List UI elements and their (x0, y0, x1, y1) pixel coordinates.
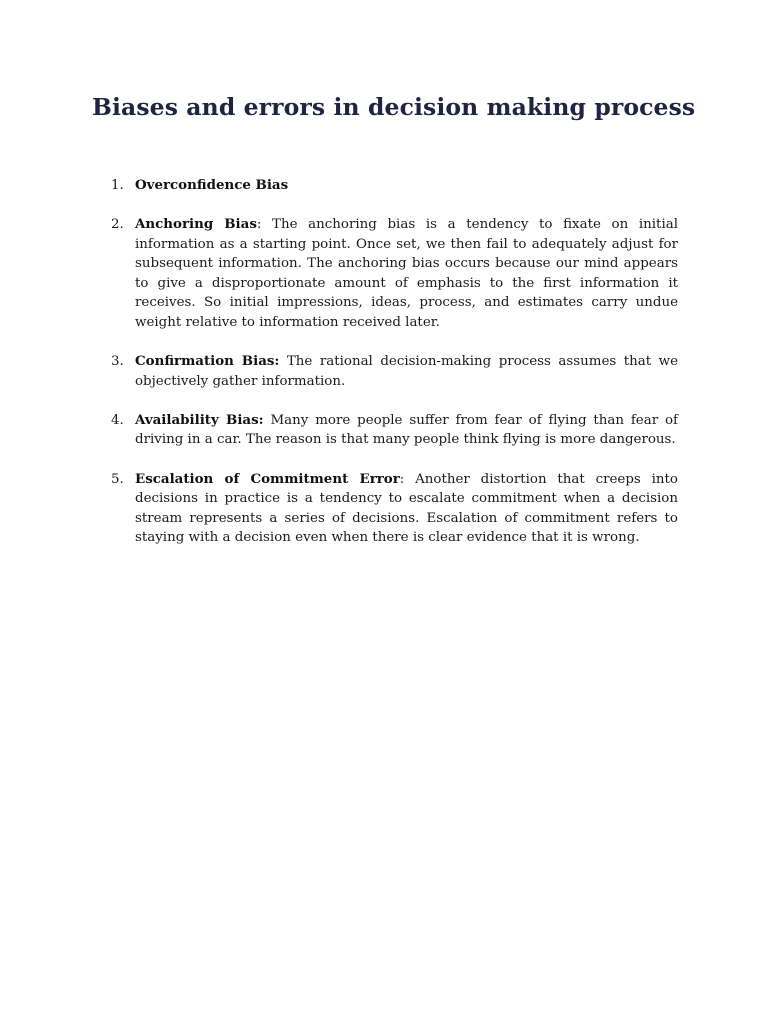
list-item-number: 5. (111, 471, 124, 487)
list-item-text: The rational decision-making process assumes that we objectively gather information. (135, 354, 678, 389)
document-title: Biases and errors in decision making process (92, 93, 696, 121)
list-item-number: 4. (111, 412, 124, 428)
list-item-term: Confirmation Bias: (135, 353, 280, 370)
list-item-anchoring-bias (111, 215, 678, 333)
list-item-separator (279, 354, 287, 369)
list-item-separator: : (399, 471, 416, 487)
list-item-number: 1. (111, 178, 124, 193)
list-item-separator: : (256, 217, 273, 233)
list-item-term: Overconfidence Bias (135, 177, 289, 193)
list-item-text: Another distortion that creeps into decisions in practice is a tendency to escalate commitment when a decision stream represents a series of decisions. Escalation of commitment refers to staying with a decision even when there is clear evidence that it is wrong. (135, 471, 678, 546)
list-item-number: 2. (111, 217, 124, 233)
list-item-term: Availability Bias: (135, 411, 264, 428)
list-item-term: Anchoring Bias (135, 216, 257, 233)
list-item-text: Many more people suffer from fear of flying than fear of driving in a car. The reason is that many people think flying is more dangerous. (135, 412, 678, 448)
list-item-number: 3. (111, 354, 124, 370)
list-item-escalation-of-commitment-error (111, 470, 678, 548)
bias-list (111, 176, 678, 567)
list-item-confirmation-bias (111, 352, 678, 391)
list-item-text: The anchoring bias is a tendency to fixate on initial information as a starting point. Once set, we then fail to adequately adjust for subsequent information. The anchoring bias occurs because our mind appears to give a disproportionate amount of emphasis to the first information it receives. So initial impressions, ideas, process, and estimates carry undue weight relative to information received later. (135, 217, 678, 331)
list-item-availability-bias (111, 411, 678, 450)
list-item-term: Escalation of Commitment Error (135, 470, 400, 487)
list-item-overconfidence-bias (111, 176, 678, 196)
